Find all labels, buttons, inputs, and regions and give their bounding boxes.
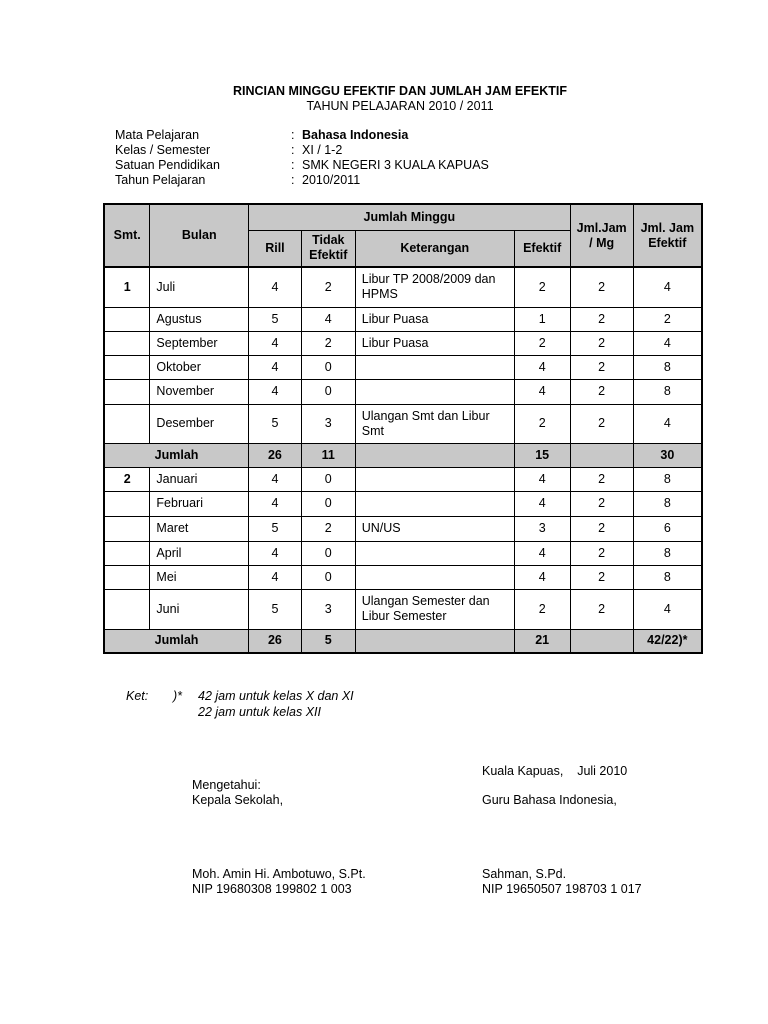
cell-keterangan: Libur TP 2008/2009 dan HPMS <box>355 267 514 307</box>
cell-keterangan <box>355 491 514 516</box>
right-signature-nip: NIP 19650507 198703 1 017 <box>482 882 642 896</box>
cell-keterangan: Libur Puasa <box>355 331 514 355</box>
cell-jam-mg: 2 <box>570 541 633 565</box>
cell-bulan: Oktober <box>150 355 249 379</box>
left-signature-nip: NIP 19680308 199802 1 003 <box>192 882 352 896</box>
table-row <box>104 565 702 589</box>
cell-jam-mg: 2 <box>570 355 633 379</box>
cell-total-label: Jumlah <box>104 629 249 653</box>
cell-smt <box>104 379 150 404</box>
cell-jam-mg: 2 <box>570 589 633 629</box>
cell-smt <box>104 355 150 379</box>
right-signature-role: Guru Bahasa Indonesia, <box>482 793 617 807</box>
header-jml-jam-mg: Jml.Jam / Mg <box>570 204 633 267</box>
cell-total-tidak-efektif: 5 <box>301 629 355 653</box>
cell-rill: 4 <box>249 467 302 491</box>
cell-smt: 1 <box>104 267 150 307</box>
cell-jam-efektif: 8 <box>633 467 702 491</box>
cell-tidak-efektif: 3 <box>301 589 355 629</box>
cell-bulan: Desember <box>150 404 249 443</box>
cell-tidak-efektif: 0 <box>301 541 355 565</box>
cell-bulan: September <box>150 331 249 355</box>
cell-bulan: Januari <box>150 467 249 491</box>
cell-jam-mg: 2 <box>570 307 633 331</box>
cell-jam-efektif: 8 <box>633 565 702 589</box>
info-value: SMK NEGERI 3 KUALA KAPUAS <box>302 158 489 172</box>
cell-tidak-efektif: 0 <box>301 467 355 491</box>
cell-efektif: 4 <box>514 541 570 565</box>
cell-total-keterangan <box>355 629 514 653</box>
header-tidak-efektif: Tidak Efektif <box>301 230 355 267</box>
cell-bulan: Agustus <box>150 307 249 331</box>
cell-efektif: 2 <box>514 267 570 307</box>
left-signature-intro: Mengetahui: <box>192 778 261 792</box>
table-row <box>104 355 702 379</box>
cell-rill: 5 <box>249 516 302 541</box>
cell-rill: 5 <box>249 404 302 443</box>
table-row <box>104 267 702 307</box>
cell-jam-mg: 2 <box>570 467 633 491</box>
cell-smt <box>104 331 150 355</box>
cell-rill: 4 <box>249 355 302 379</box>
cell-rill: 4 <box>249 541 302 565</box>
table-row <box>104 404 702 443</box>
info-row-mata-pelajaran <box>115 128 615 143</box>
header-bulan: Bulan <box>150 204 249 267</box>
cell-jam-efektif: 8 <box>633 355 702 379</box>
cell-jam-mg: 2 <box>570 331 633 355</box>
cell-total-jam-mg <box>570 443 633 467</box>
cell-total-efektif: 15 <box>514 443 570 467</box>
cell-efektif: 2 <box>514 331 570 355</box>
cell-total-jam-efektif: 42/22)* <box>633 629 702 653</box>
cell-total-rill: 26 <box>249 629 302 653</box>
info-row-kelas-semester <box>115 143 615 158</box>
header-rill: Rill <box>249 230 302 267</box>
info-label: Mata Pelajaran <box>115 128 200 142</box>
cell-jam-efektif: 8 <box>633 379 702 404</box>
cell-efektif: 2 <box>514 589 570 629</box>
footnote-label: Ket: <box>126 689 149 703</box>
cell-efektif: 4 <box>514 355 570 379</box>
right-signature-name: Sahman, S.Pd. <box>482 867 567 881</box>
total-row <box>104 629 702 653</box>
cell-jam-mg: 2 <box>570 379 633 404</box>
cell-bulan: Mei <box>150 565 249 589</box>
cell-jam-efektif: 4 <box>633 267 702 307</box>
cell-tidak-efektif: 2 <box>301 267 355 307</box>
header-efektif: Efektif <box>514 230 570 267</box>
cell-jam-efektif: 4 <box>633 404 702 443</box>
table-row <box>104 331 702 355</box>
cell-tidak-efektif: 0 <box>301 565 355 589</box>
header-smt: Smt. <box>104 204 150 267</box>
cell-smt <box>104 491 150 516</box>
footnote <box>126 688 526 722</box>
table-row <box>104 516 702 541</box>
cell-efektif: 3 <box>514 516 570 541</box>
info-label: Tahun Pelajaran <box>115 173 206 187</box>
cell-efektif: 4 <box>514 467 570 491</box>
info-colon: : <box>291 158 295 172</box>
cell-smt <box>104 516 150 541</box>
cell-smt <box>104 589 150 629</box>
table-row <box>104 307 702 331</box>
footnote-line-1: 42 jam untuk kelas X dan XI <box>198 689 354 703</box>
info-row-tahun-pelajaran <box>115 173 615 188</box>
cell-rill: 4 <box>249 379 302 404</box>
table-row <box>104 541 702 565</box>
cell-keterangan: Libur Puasa <box>355 307 514 331</box>
info-value: Bahasa Indonesia <box>302 128 409 142</box>
cell-jam-efektif: 8 <box>633 491 702 516</box>
info-block <box>115 128 615 190</box>
table-row <box>104 491 702 516</box>
cell-rill: 4 <box>249 491 302 516</box>
cell-keterangan: UN/US <box>355 516 514 541</box>
cell-jam-mg: 2 <box>570 565 633 589</box>
cell-efektif: 1 <box>514 307 570 331</box>
cell-smt <box>104 565 150 589</box>
place-date: Kuala Kapuas, Juli 2010 <box>482 764 628 778</box>
header-jumlah-minggu: Jumlah Minggu <box>249 204 571 230</box>
cell-smt <box>104 307 150 331</box>
info-label: Satuan Pendidikan <box>115 158 220 172</box>
cell-tidak-efektif: 2 <box>301 331 355 355</box>
info-colon: : <box>291 173 295 187</box>
cell-efektif: 4 <box>514 379 570 404</box>
info-colon: : <box>291 143 295 157</box>
cell-jam-efektif: 6 <box>633 516 702 541</box>
cell-jam-efektif: 2 <box>633 307 702 331</box>
cell-bulan: November <box>150 379 249 404</box>
cell-jam-mg: 2 <box>570 516 633 541</box>
effective-weeks-table <box>103 203 703 654</box>
cell-jam-mg: 2 <box>570 491 633 516</box>
document-subtitle: TAHUN PELAJARAN 2010 / 2011 <box>306 99 494 113</box>
total-row <box>104 443 702 467</box>
cell-smt <box>104 541 150 565</box>
cell-smt: 2 <box>104 467 150 491</box>
cell-jam-mg: 2 <box>570 404 633 443</box>
cell-keterangan <box>355 379 514 404</box>
cell-jam-efektif: 8 <box>633 541 702 565</box>
cell-total-jam-efektif: 30 <box>633 443 702 467</box>
cell-bulan: Februari <box>150 491 249 516</box>
cell-total-label: Jumlah <box>104 443 249 467</box>
cell-bulan: April <box>150 541 249 565</box>
cell-rill: 4 <box>249 331 302 355</box>
footnote-marker: )* <box>173 689 183 703</box>
cell-tidak-efektif: 2 <box>301 516 355 541</box>
cell-total-jam-mg <box>570 629 633 653</box>
cell-total-tidak-efektif: 11 <box>301 443 355 467</box>
cell-total-efektif: 21 <box>514 629 570 653</box>
footnote-line-2: 22 jam untuk kelas XII <box>198 705 321 719</box>
cell-keterangan <box>355 355 514 379</box>
cell-jam-efektif: 4 <box>633 331 702 355</box>
info-value: 2010/2011 <box>302 173 361 187</box>
cell-jam-efektif: 4 <box>633 589 702 629</box>
cell-tidak-efektif: 0 <box>301 491 355 516</box>
cell-tidak-efektif: 4 <box>301 307 355 331</box>
cell-keterangan <box>355 541 514 565</box>
info-label: Kelas / Semester <box>115 143 211 157</box>
header-keterangan: Keterangan <box>355 230 514 267</box>
table-row <box>104 589 702 629</box>
cell-keterangan: Ulangan Smt dan Libur Smt <box>355 404 514 443</box>
cell-efektif: 4 <box>514 491 570 516</box>
document-title: RINCIAN MINGGU EFEKTIF DAN JUMLAH JAM EFEKTIF <box>232 84 568 98</box>
cell-keterangan: Ulangan Semester dan Libur Semester <box>355 589 514 629</box>
cell-total-keterangan <box>355 443 514 467</box>
cell-jam-mg: 2 <box>570 267 633 307</box>
cell-rill: 5 <box>249 307 302 331</box>
header-jml-jam-efektif: Jml. Jam Efektif <box>633 204 702 267</box>
cell-total-rill: 26 <box>249 443 302 467</box>
cell-efektif: 4 <box>514 565 570 589</box>
cell-bulan: Juni <box>150 589 249 629</box>
cell-rill: 4 <box>249 565 302 589</box>
info-value: XI / 1-2 <box>302 143 343 157</box>
cell-keterangan <box>355 565 514 589</box>
cell-smt <box>104 404 150 443</box>
cell-bulan: Juli <box>150 267 249 307</box>
table-row <box>104 379 702 404</box>
left-signature-role: Kepala Sekolah, <box>192 793 284 807</box>
left-signature-name: Moh. Amin Hi. Ambotuwo, S.Pt. <box>192 867 366 881</box>
cell-rill: 5 <box>249 589 302 629</box>
info-colon: : <box>291 128 295 142</box>
info-row-satuan-pendidikan <box>115 158 615 173</box>
cell-keterangan <box>355 467 514 491</box>
cell-efektif: 2 <box>514 404 570 443</box>
cell-tidak-efektif: 0 <box>301 379 355 404</box>
cell-rill: 4 <box>249 267 302 307</box>
cell-tidak-efektif: 3 <box>301 404 355 443</box>
cell-tidak-efektif: 0 <box>301 355 355 379</box>
table-row <box>104 467 702 491</box>
cell-bulan: Maret <box>150 516 249 541</box>
